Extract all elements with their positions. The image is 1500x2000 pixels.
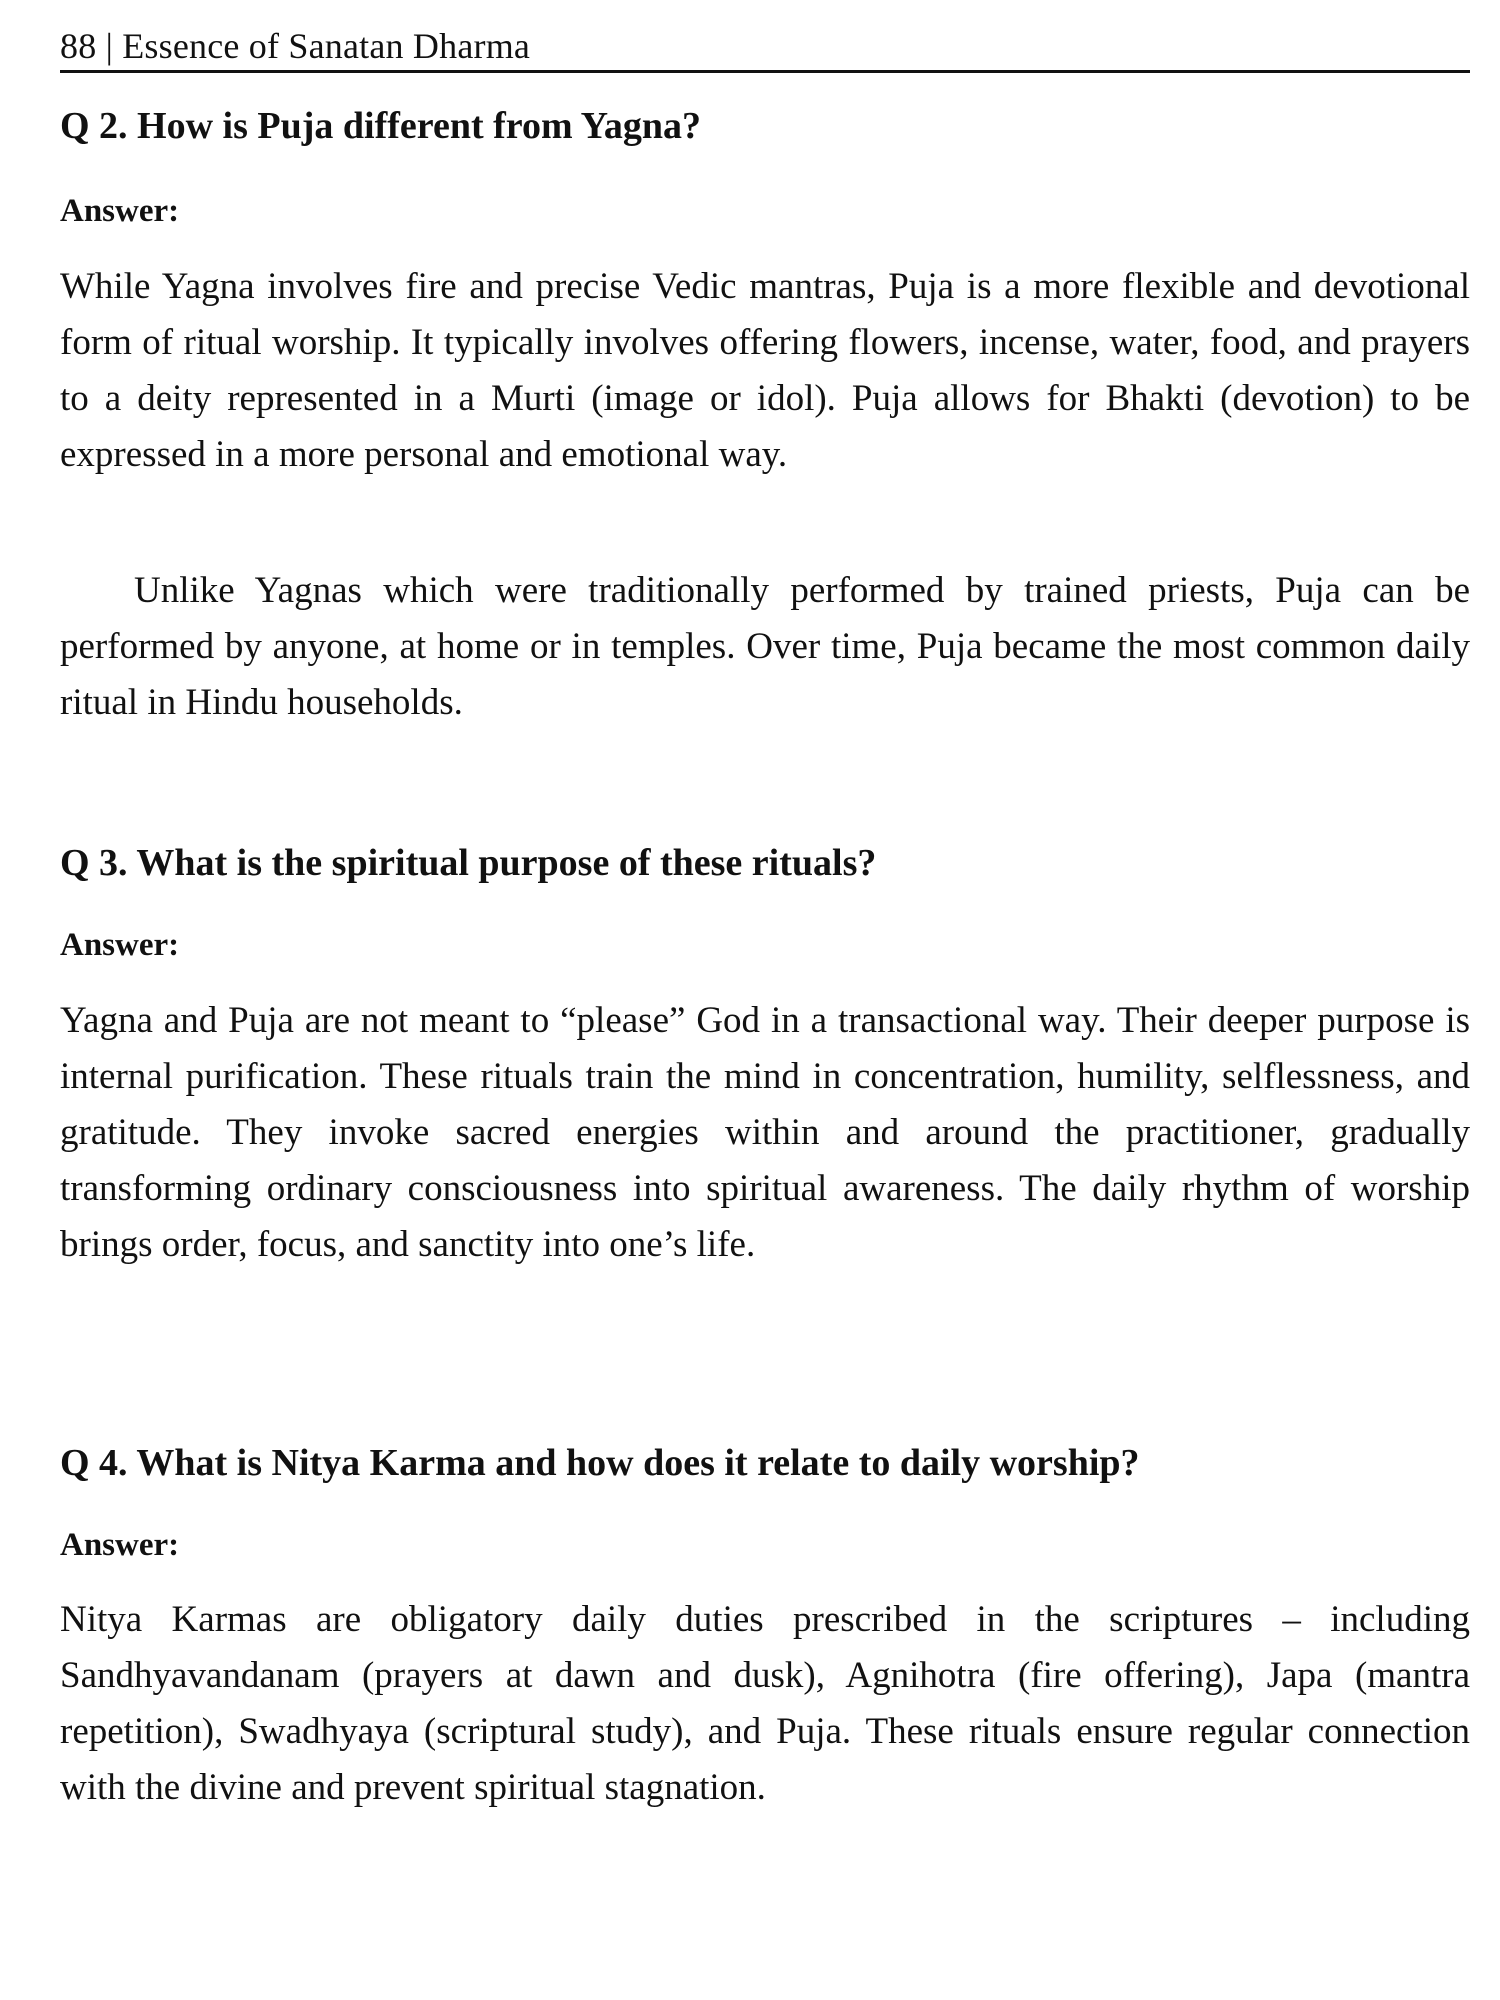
question-4-answer-paragraph: Nitya Karmas are obligatory daily duties prescribed in the scriptures – including Sandhyavandanam (prayers at dawn and dusk), Agnihotra (fire offering), Japa (mantra repetition), Swadhyaya (scriptural study), and Puja. These rituals ensure regular connection with the divine and prevent spiritual stagnation.	[60, 1599, 1470, 1808]
running-head	[60, 22, 530, 70]
page-number: 88	[60, 26, 97, 66]
question-3-answer-label: Answer:	[60, 927, 180, 963]
question-2-answer-paragraph-2: Unlike Yagnas which were traditionally performed by trained priests, Puja can be performed by anyone, at home or in temples. Over time, Puja became the most common daily ritual in Hindu households.	[60, 570, 1470, 723]
book-page	[60, 0, 1470, 2000]
book-title: Essence of Sanatan Dharma	[122, 26, 531, 66]
question-4-heading: Q 4. What is Nitya Karma and how does it relate to daily worship?	[60, 1442, 1140, 1484]
question-2-heading: Q 2. How is Puja different from Yagna?	[60, 105, 702, 147]
question-2-answer-label: Answer:	[60, 193, 180, 229]
question-3-heading: Q 3. What is the spiritual purpose of these rituals?	[60, 842, 877, 884]
question-4-answer-label: Answer:	[60, 1527, 180, 1563]
question-3-answer-paragraph: Yagna and Puja are not meant to “please” God in a transactional way. Their deeper purpose is internal purification. These rituals train the mind in concentration, humility, selflessness, and gratitude. They invoke sacred energies within and around the practitioner, gradually transforming ordinary consciousness into spiritual awareness. The daily rhythm of worship brings order, focus, and sanctity into one’s life.	[60, 1000, 1470, 1265]
question-2-answer-paragraph-1: While Yagna involves fire and precise Vedic mantras, Puja is a more flexible and devotional form of ritual worship. It typically involves offering flowers, incense, water, food, and prayers to a deity represented in a Murti (image or idol). Puja allows for Bhakti (devotion) to be expressed in a more personal and emotional way.	[60, 266, 1470, 475]
head-separator: |	[105, 26, 114, 66]
header-rule	[60, 70, 1470, 73]
